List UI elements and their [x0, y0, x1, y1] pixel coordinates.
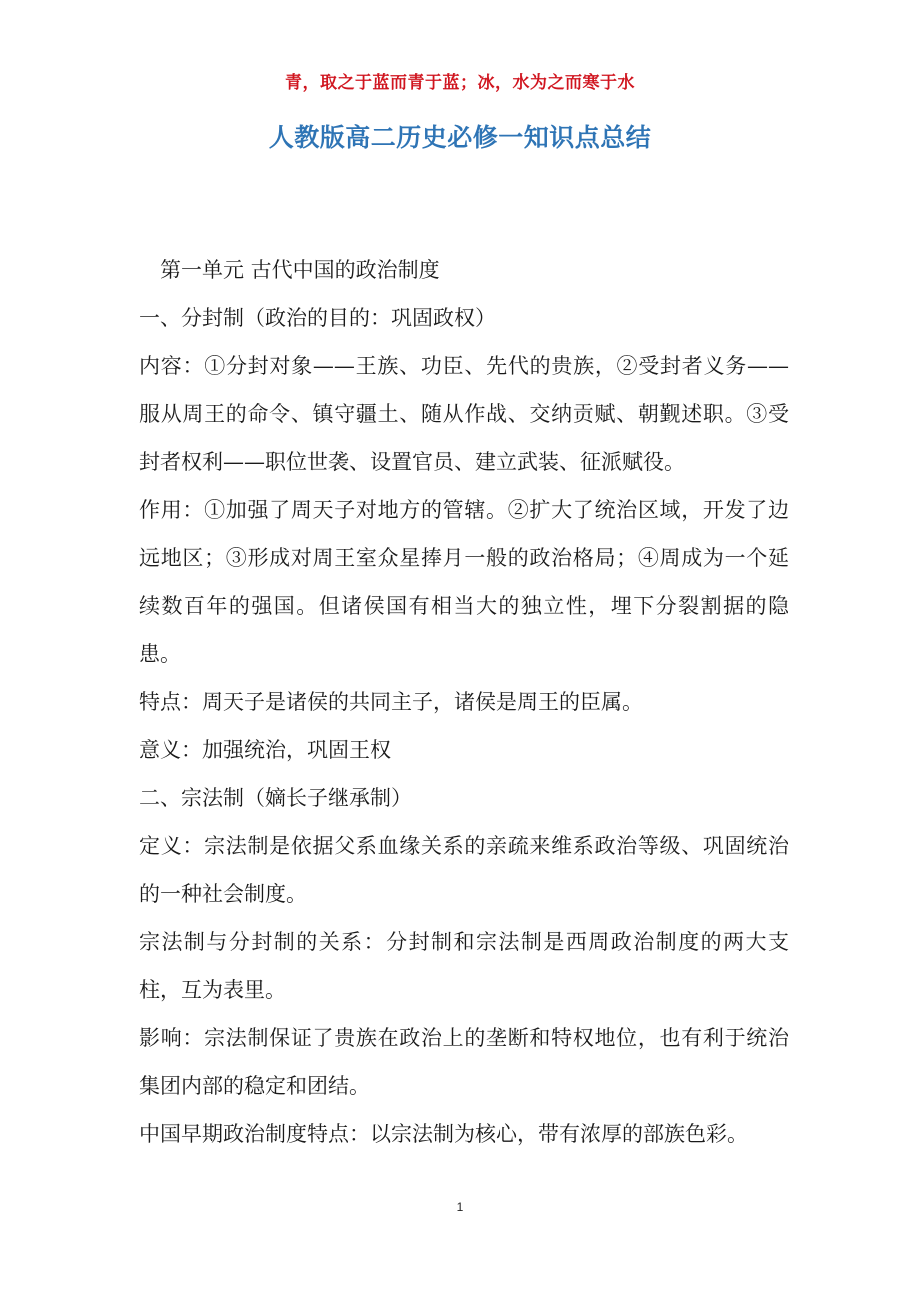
section-heading-zongfa: 二、宗法制（嫡长子继承制） — [139, 786, 412, 810]
paragraph-relation: 宗法制与分封制的关系：分封制和宗法制是西周政治制度的两大支柱，互为表里。 — [139, 930, 789, 1002]
paragraph-early-feature: 中国早期政治制度特点：以宗法制为核心，带有浓厚的部族色彩。 — [139, 1122, 748, 1146]
document-body — [139, 246, 789, 1158]
unit-heading: 第一单元 古代中国的政治制度 — [160, 258, 440, 282]
paragraph-content: 内容：①分封对象——王族、功臣、先代的贵族，②受封者义务——服从周王的命令、镇守疆土、随从作战、交纳贡赋、朝觐述职。③受封者权利——职位世袭、设置官员、建立武装、征派赋役。 — [139, 354, 789, 474]
section-heading-fengjian: 一、分封制（政治的目的：巩固政权） — [139, 306, 496, 330]
paragraph-feature: 特点：周天子是诸侯的共同主子，诸侯是周王的臣属。 — [139, 690, 643, 714]
page-number: 1 — [456, 1200, 464, 1214]
paragraph-definition: 定义：宗法制是依据父系血缘关系的亲疏来维系政治等级、巩固统治的一种社会制度。 — [139, 834, 789, 906]
paragraph-meaning: 意义：加强统治，巩固王权 — [139, 738, 391, 762]
motto-header: 青，取之于蓝而青于蓝；冰，水为之而寒于水 — [285, 73, 635, 93]
document-title: 人教版高二历史必修一知识点总结 — [268, 123, 652, 152]
paragraph-effect: 作用：①加强了周天子对地方的管辖。②扩大了统治区域，开发了边远地区；③形成对周王室众星捧月一般的政治格局；④周成为一个延续数百年的强国。但诸侯国有相当大的独立性，埋下分裂割据的隐患。 — [139, 498, 789, 666]
paragraph-influence: 影响：宗法制保证了贵族在政治上的垄断和特权地位，也有利于统治集团内部的稳定和团结。 — [139, 1026, 789, 1098]
